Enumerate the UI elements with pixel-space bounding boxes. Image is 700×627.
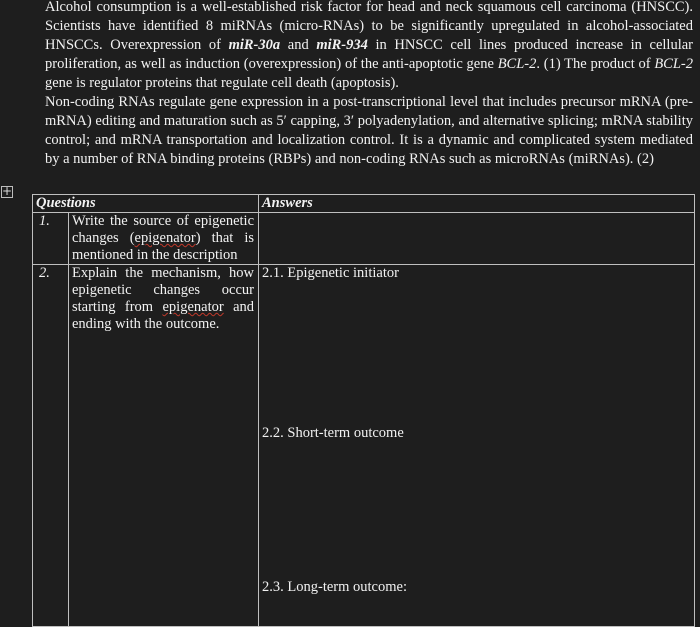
- paragraph-1-text: gene is regulator proteins that regulate cell death (apoptosis).: [45, 75, 399, 91]
- table-row: [33, 265, 695, 627]
- question-2-text-part: and ending with the outcome.: [72, 299, 255, 332]
- question-1-text[interactable]: [69, 213, 259, 265]
- question-number-1: 1.: [33, 213, 69, 265]
- paragraph-1-text: Alcohol consumption is a well-established risk factor for head and neck squamous cell carcinoma (HNSCC). Scientists have identified 8 miRNAs (micro-RNAs) to be significantly upregulated in alcohol-associated HNSCCs. Overexpression of: [45, 0, 693, 53]
- answer-epigenetic-initiator: 2.1. Epigenetic initiator: [262, 265, 399, 281]
- answer-long-term-outcome: 2.3. Long-term outcome:: [262, 579, 407, 595]
- spelling-flag: epigenator: [134, 230, 196, 246]
- spelling-flag: epigenator: [162, 299, 224, 315]
- paragraph-1-text: and: [280, 37, 317, 53]
- questions-table: [32, 194, 695, 627]
- paragraph-1-text: . (1) The product of: [536, 56, 655, 72]
- answer-cell-1[interactable]: [259, 213, 695, 265]
- table-header-row: [33, 195, 695, 213]
- header-questions: Questions: [33, 195, 259, 213]
- paragraph-1-text: in HNSCC cell lines produced increase in cellular proliferation, as well as induction (overexpression) of the anti-apoptotic gene: [45, 37, 694, 72]
- question-1-text-part: Write the source of epigenetic changes (: [72, 213, 255, 246]
- question-number-2: 2.: [33, 265, 69, 627]
- gene-bcl-2: BCL-2: [497, 56, 537, 72]
- question-2-text-part: Explain the mechanism, how epigenetic changes occur starting from: [72, 265, 255, 315]
- question-1-text-part: ) that is mentioned in the description: [72, 230, 255, 263]
- gene-bcl-2: BCL-2: [654, 56, 693, 72]
- header-answers: Answers: [259, 195, 695, 213]
- passage-paragraph-1: [45, 0, 693, 93]
- move-cross-icon[interactable]: +: [2, 184, 13, 198]
- answer-cell-2[interactable]: [259, 265, 695, 627]
- answer-short-term-outcome: 2.2. Short-term outcome: [262, 425, 404, 441]
- gene-mir-30a: miR-30a: [228, 37, 281, 53]
- gene-mir-934: miR-934: [316, 37, 368, 53]
- question-2-text[interactable]: [69, 265, 259, 627]
- passage-paragraph-2: Non-coding RNAs regulate gene expression in a post-transcriptional level that includes precursor mRNA (pre-mRNA) editing and maturation such as 5′ capping, 3′ polyadenylation, and alternative splicing; mRNA stability control; and mRNA transportation and localization control. It is a dynamic and complicated system mediated by a number of RNA binding proteins (RBPs) and non-coding RNAs such as microRNAs (miRNAs). (2): [45, 94, 693, 167]
- table-row: [33, 213, 695, 265]
